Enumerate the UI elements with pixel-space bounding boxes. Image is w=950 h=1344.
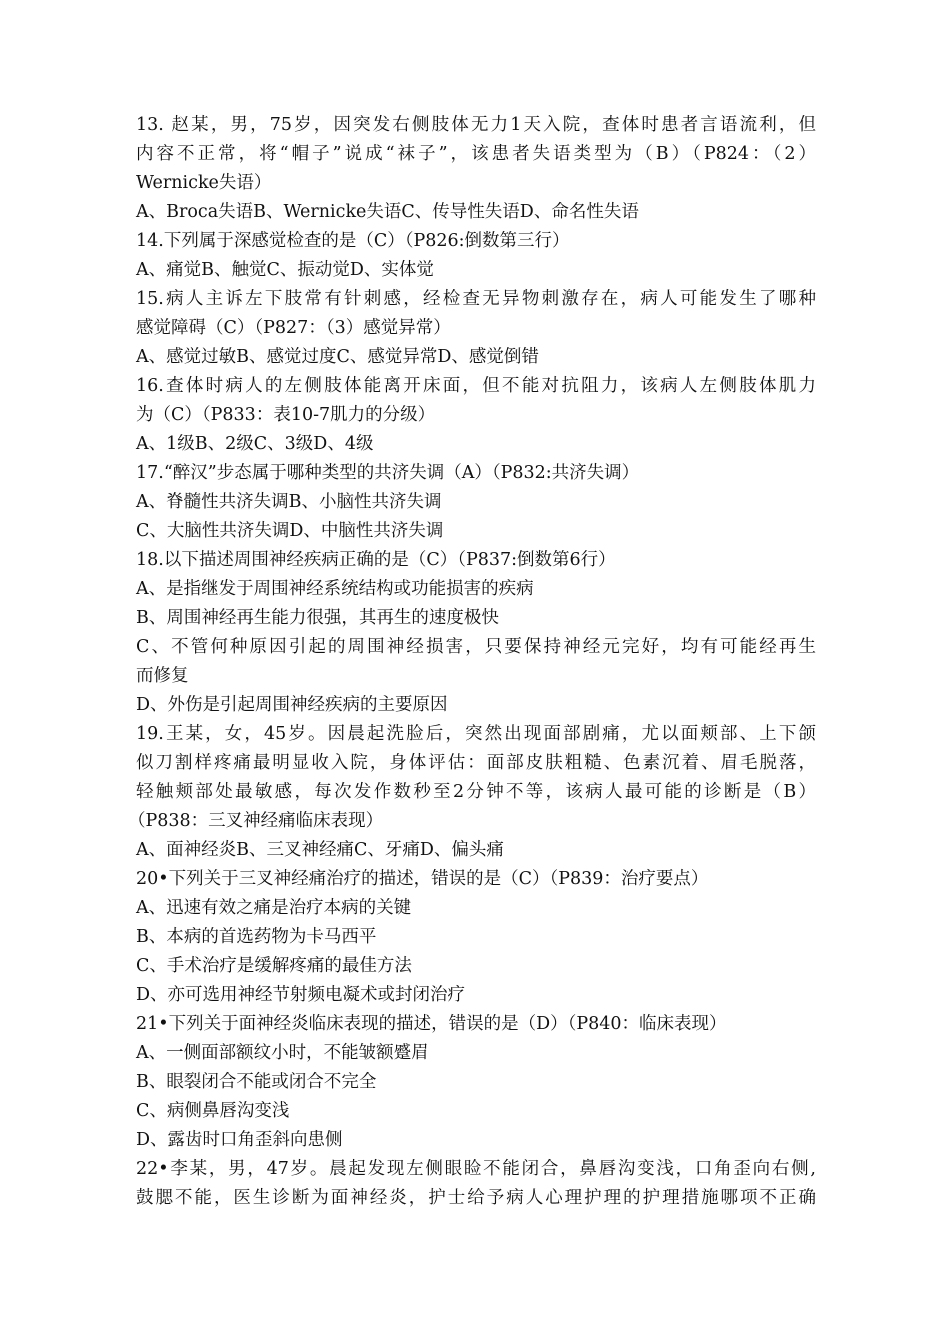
text-line: （P838：三叉神经痛临床表现）: [128, 811, 384, 831]
text-line: C、手术治疗是缓解疼痛的最佳方法: [136, 956, 412, 976]
text-line: 19.王某，女，45岁。因晨起洗脸后，突然出现面部剧痛，尤以面颊部、上下颌: [136, 724, 816, 744]
text-line: B、眼裂闭合不能或闭合不完全: [136, 1072, 377, 1092]
text-line: 轻触颊部处最敏感，每次发作数秒至2分钟不等，该病人最可能的诊断是（B）: [136, 782, 816, 802]
text-line: 17.“醉汉”步态属于哪种类型的共济失调（A）（P832:共济失调）: [136, 463, 640, 483]
text-line: D、露齿时口角歪斜向患侧: [136, 1130, 343, 1150]
text-line: D、亦可选用神经节射频电凝术或封闭治疗: [136, 985, 466, 1005]
text-line: 14.下列属于深感觉检查的是（C）（P826:倒数第三行）: [136, 231, 570, 251]
text-line: 感觉障碍（C）（P827：（3）感觉异常）: [136, 318, 451, 338]
text-line: C、病侧鼻唇沟变浅: [136, 1101, 290, 1121]
text-line: C、大脑性共济失调D、中脑性共济失调: [136, 521, 444, 541]
text-line: A、一侧面部额纹小时，不能皱额蹙眉: [136, 1043, 429, 1063]
text-line: A、面神经炎B、三叉神经痛C、牙痛D、偏头痛: [136, 840, 504, 860]
text-line: 鼓腮不能，医生诊断为面神经炎，护士给予病人心理护理的护理措施哪项不正确: [136, 1188, 816, 1208]
text-line: 18.以下描述周围神经疾病正确的是（C）（P837:倒数第6行）: [136, 550, 616, 570]
text-line: 20•下列关于三叉神经痛治疗的描述，错误的是（C）（P839：治疗要点）: [136, 869, 709, 889]
text-line: 内容不正常，将“帽子”说成“袜子”，该患者失语类型为（B）（P824：（2）: [136, 144, 816, 164]
text-line: A、是指继发于周围神经系统结构或功能损害的疾病: [136, 579, 534, 599]
text-line: D、外伤是引起周围神经疾病的主要原因: [136, 695, 448, 715]
document-page: [128, 111, 816, 1213]
text-line: A、脊髓性共济失调B、小脑性共济失调: [136, 492, 442, 512]
text-line: A、1级B、2级C、3级D、4级: [136, 434, 374, 454]
text-line: A、痛觉B、触觉C、振动觉D、实体觉: [136, 260, 434, 280]
text-line: 为（C）（P833：表10-7肌力的分级）: [136, 405, 436, 425]
text-line: 21•下列关于面神经炎临床表现的描述，错误的是（D）（P840：临床表现）: [136, 1014, 727, 1034]
text-line: 似刀割样疼痛最明显收入院，身体评估：面部皮肤粗糙、色素沉着、眉毛脱落，: [136, 753, 816, 773]
text-line: 13. 赵某，男，75岁，因突发右侧肢体无力1天入院，查体时患者言语流利，但: [136, 115, 816, 135]
text-line: 16.查体时病人的左侧肢体能离开床面，但不能对抗阻力，该病人左侧肢体肌力: [136, 376, 816, 396]
text-line: 而修复: [136, 666, 189, 686]
text-line: B、本病的首选药物为卡马西平: [136, 927, 377, 947]
text-line: 22•李某，男，47岁。晨起发现左侧眼睑不能闭合，鼻唇沟变浅，口角歪向右侧,: [136, 1159, 816, 1179]
text-line: B、周围神经再生能力很强，其再生的速度极快: [136, 608, 499, 628]
text-line: C、不管何种原因引起的周围神经损害，只要保持神经元完好，均有可能经再生: [136, 637, 816, 657]
text-line: Wernicke失语）: [136, 173, 272, 193]
text-line: A、感觉过敏B、感觉过度C、感觉异常D、感觉倒错: [136, 347, 539, 367]
text-line: 15.病人主诉左下肢常有针刺感，经检查无异物刺激存在，病人可能发生了哪种: [136, 289, 816, 309]
text-line: A、迅速有效之痛是治疗本病的关键: [136, 898, 412, 918]
text-line: A、Broca失语B、Wernicke失语C、传导性失语D、命名性失语: [136, 202, 639, 222]
